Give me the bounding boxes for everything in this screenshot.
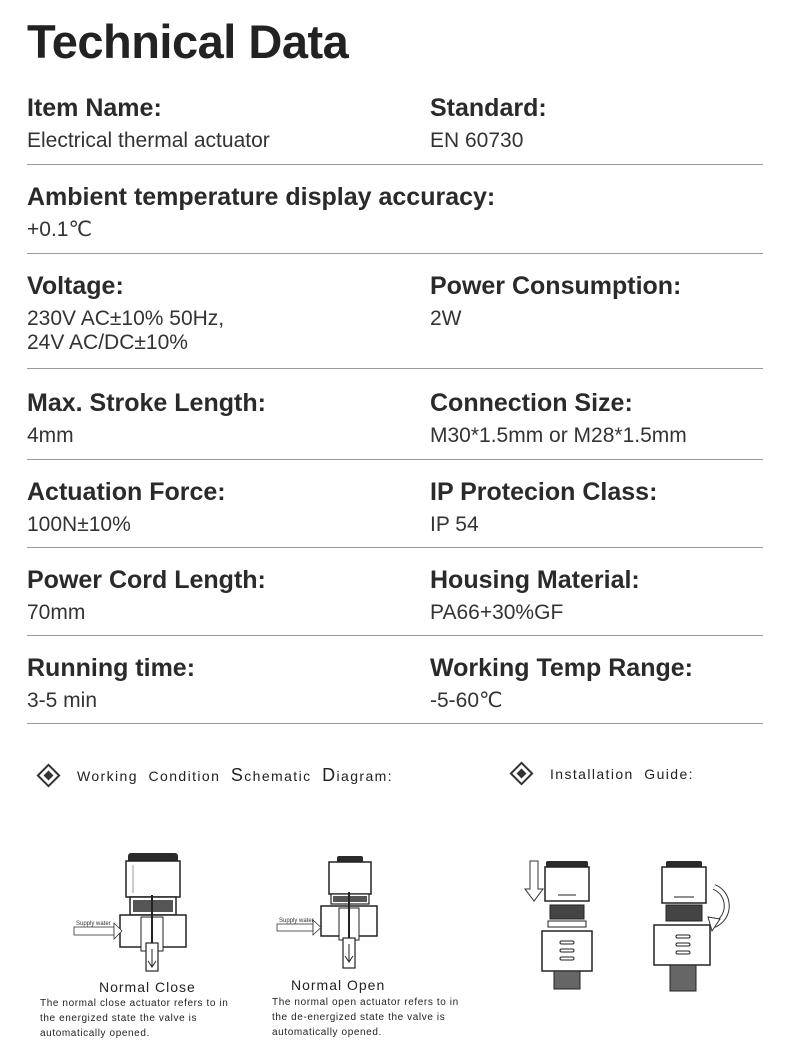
spec-value: +0.1℃ (27, 218, 93, 241)
supply-water-label: Supply water (76, 921, 111, 927)
spec-value: PA66+30%GF (430, 601, 564, 624)
spec-running-time (27, 654, 195, 713)
spec-value: 70mm (27, 601, 86, 624)
normal-close-diagram (70, 845, 190, 980)
normal-open-description: The normal open actuator refers to in the de-energized state the valve is automatically opened. (272, 997, 459, 1038)
spec-ip-class (430, 478, 657, 537)
install-heading (513, 765, 694, 782)
spec-label: Actuation Force: (27, 478, 226, 506)
divider (27, 164, 763, 165)
schematic-heading (40, 765, 393, 786)
spec-label: Running time: (27, 654, 196, 682)
supply-water-label: Supply water (279, 918, 314, 924)
normal-open-title: Normal Open (291, 977, 386, 993)
spec-cord-length (27, 566, 266, 625)
spec-label: Working Temp Range: (430, 654, 693, 682)
page-title: Technical Data (27, 15, 349, 68)
heading-word: chematic (244, 767, 312, 784)
heading-colon: : (387, 767, 393, 784)
normal-close-title: Normal Close (99, 979, 196, 995)
spec-value: 3-5 min (27, 689, 98, 712)
spec-label: Power Cord Length: (27, 566, 266, 594)
heading-cap: S (230, 765, 245, 785)
spec-label: Housing Material: (430, 566, 640, 594)
spec-label: Standard: (430, 94, 547, 122)
spec-value: 100N±10% (27, 513, 131, 536)
divider (27, 368, 763, 369)
spec-temp-range (430, 654, 693, 713)
spec-stroke (27, 389, 266, 448)
heading-colon: : (688, 765, 694, 782)
spec-label: Power Consumption: (430, 272, 682, 300)
spec-value: 2W (430, 307, 462, 330)
spec-label: Voltage: (27, 272, 124, 300)
spec-connection-size (430, 389, 687, 448)
spec-value: Electrical thermal actuator (27, 129, 270, 152)
spec-value: IP 54 (430, 513, 479, 536)
spec-housing-material (430, 566, 640, 625)
spec-label: Ambient temperature display accuracy: (27, 183, 496, 211)
installation-step-1-illustration (520, 855, 595, 995)
divider (27, 547, 763, 548)
heading-word: iagram (336, 767, 388, 784)
divider (27, 253, 763, 254)
divider (27, 635, 763, 636)
installation-step-2-illustration (648, 857, 738, 997)
heading-word: Condition (148, 767, 221, 784)
spec-label: Item Name: (27, 94, 162, 122)
spec-label: IP Protecion Class: (430, 478, 658, 506)
spec-item-name (27, 94, 270, 153)
heading-cap: D (322, 765, 337, 785)
divider (27, 723, 763, 724)
spec-standard (430, 94, 547, 153)
spec-label: Max. Stroke Length: (27, 389, 266, 417)
diamond-bullet-icon (509, 761, 533, 785)
normal-open-diagram (275, 850, 385, 975)
spec-label: Connection Size: (430, 389, 633, 417)
spec-power-consumption (430, 272, 681, 331)
divider (27, 459, 763, 460)
spec-value: EN 60730 (430, 129, 524, 152)
normal-close-description: The normal close actuator refers to in the energized state the valve is automatically opened. (40, 998, 229, 1039)
heading-word: Working (77, 767, 138, 784)
spec-value: -5-60℃ (430, 689, 503, 712)
spec-voltage (27, 272, 224, 355)
spec-value: 230V AC±10% 50Hz, 24V AC/DC±10% (27, 307, 225, 354)
spec-value: 4mm (27, 424, 74, 447)
spec-actuation-force (27, 478, 226, 537)
spec-accuracy (27, 183, 495, 242)
heading-word: Installation Guide (550, 765, 689, 782)
diamond-bullet-icon (36, 763, 60, 787)
spec-value: M30*1.5mm or M28*1.5mm (430, 424, 687, 447)
